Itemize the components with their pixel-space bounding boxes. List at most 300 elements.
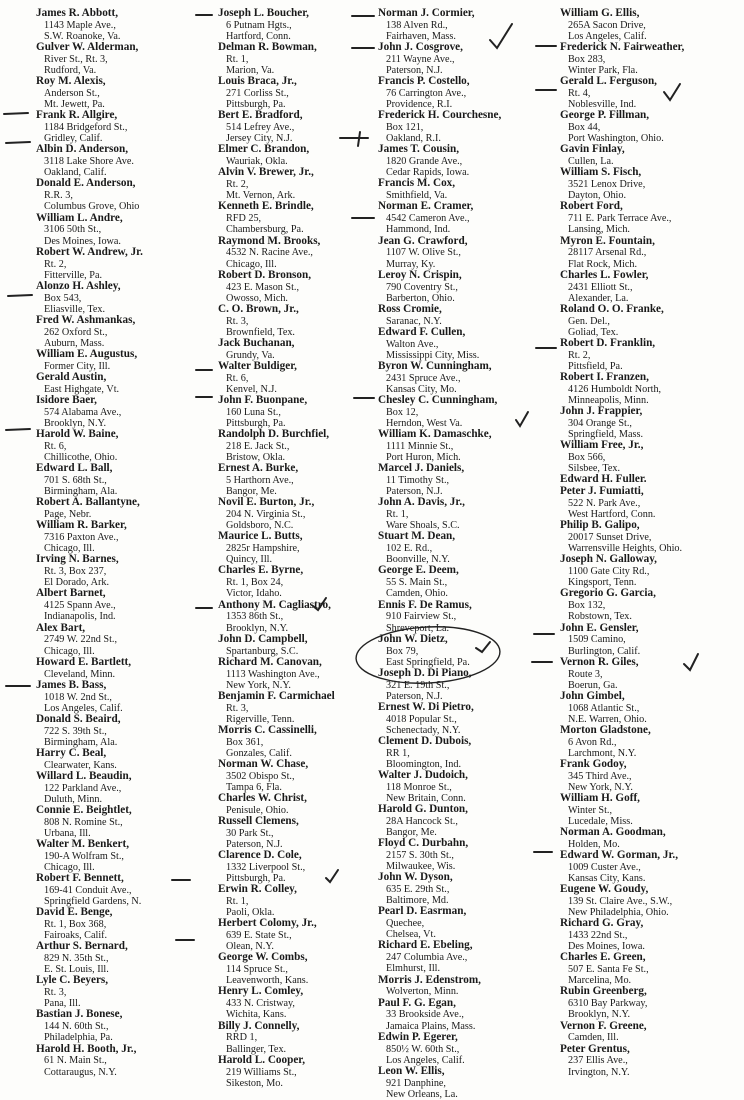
person-name: Clement D. Dubois, bbox=[378, 734, 472, 747]
directory-entry bbox=[218, 236, 396, 270]
address-line: Rt. 6, bbox=[44, 440, 67, 452]
person-name: Irving N. Barnes, bbox=[36, 553, 119, 566]
address-line: Hartford, Conn. bbox=[226, 31, 291, 42]
directory-entry bbox=[218, 270, 396, 304]
person-name: Morris C. Cassinelli, bbox=[218, 723, 317, 736]
person-name: Rubin Greenberg, bbox=[560, 985, 647, 998]
directory-entry bbox=[378, 531, 556, 565]
directory-entry bbox=[218, 497, 396, 531]
directory-entry bbox=[36, 1044, 214, 1078]
directory-entry bbox=[36, 623, 214, 657]
address-line: Chillicothe, Ohio. bbox=[44, 452, 118, 464]
address-line: Rigerville, Tenn. bbox=[226, 713, 295, 725]
directory-entry bbox=[560, 691, 738, 725]
person-name: Harold W. Baine, bbox=[36, 428, 119, 441]
directory-entry bbox=[378, 497, 556, 531]
address-line: Chicago, Ill. bbox=[44, 543, 95, 555]
address-line: 4125 Spann Ave., bbox=[44, 600, 116, 612]
person-name: Bastian J. Bonese, bbox=[36, 1008, 123, 1021]
directory-entry bbox=[560, 338, 738, 372]
address-line: Warrensville Heights, Ohio. bbox=[568, 543, 683, 555]
address-line: Ballinger, Tex. bbox=[226, 1043, 287, 1055]
address-line: Lansing, Mich. bbox=[568, 224, 630, 236]
person-name: William Free, Jr., bbox=[560, 439, 644, 452]
directory-entry bbox=[378, 463, 556, 497]
address-line: E. St. Louis, Ill. bbox=[44, 964, 109, 976]
address-line: Rt. 2, bbox=[568, 349, 591, 361]
person-name: Alonzo H. Ashley, bbox=[36, 279, 121, 292]
directory-entry bbox=[36, 771, 214, 805]
directory-entry bbox=[378, 178, 556, 201]
address-line: Springfield Gardens, N. bbox=[44, 896, 142, 908]
address-line: Walton Ave., bbox=[386, 338, 439, 350]
address-line: New Philadelphia, Ohio. bbox=[568, 907, 669, 919]
person-name: Donald S. Beaird, bbox=[36, 712, 121, 725]
address-line: Noblesville, Ind. bbox=[568, 99, 637, 111]
person-name: Robert Ford, bbox=[560, 200, 623, 213]
directory-entry bbox=[36, 349, 214, 372]
address-line: Schenectady, N.Y. bbox=[386, 724, 461, 736]
person-name: Vernon F. Greene, bbox=[560, 1019, 647, 1032]
person-name: Walter M. Benkert, bbox=[36, 837, 130, 850]
address-line: Minneapolis, Minn. bbox=[568, 394, 649, 406]
person-name: Norman J. Cormier, bbox=[378, 7, 475, 19]
address-line: Box 44, bbox=[568, 122, 601, 134]
address-line: Rt. 1, bbox=[226, 896, 249, 908]
address-line: Port Washington, Ohio. bbox=[568, 133, 664, 145]
address-line: Leavenworth, Kans. bbox=[226, 975, 309, 987]
person-name: Willard L. Beaudin, bbox=[36, 769, 132, 782]
address-line: Fairoaks, Calif. bbox=[44, 930, 108, 942]
address-line: 1009 Custer Ave., bbox=[568, 861, 641, 873]
person-name: Lyle C. Beyers, bbox=[36, 974, 109, 987]
person-name: Joseph L. Boucher, bbox=[218, 7, 309, 19]
person-name: John F. Buonpane, bbox=[218, 393, 308, 406]
address-line: RFD 25, bbox=[226, 213, 262, 225]
address-line: 218 E. Jack St., bbox=[226, 440, 290, 452]
address-line: 2825r Hampshire, bbox=[226, 543, 300, 555]
person-name: Walter Buldiger, bbox=[218, 359, 297, 372]
address-line: 507 E. Santa Fe St., bbox=[568, 964, 649, 976]
address-line: 711 E. Park Terrace Ave., bbox=[568, 213, 672, 225]
address-line: Box 121, bbox=[386, 122, 424, 134]
address-line: 2431 Spruce Ave., bbox=[386, 372, 461, 384]
directory-entry bbox=[378, 144, 556, 178]
person-name: Joseph N. Galloway, bbox=[560, 553, 657, 566]
person-name: Charles L. Fowler, bbox=[560, 268, 649, 281]
person-name: Floyd C. Durbahn, bbox=[378, 837, 469, 850]
directory-entry bbox=[560, 144, 738, 167]
person-name: Henry L. Comley, bbox=[218, 985, 304, 998]
directory-entry bbox=[378, 565, 556, 599]
address-line: 5 Harthorn Ave., bbox=[226, 475, 294, 487]
address-line: 701 S. 68th St., bbox=[44, 475, 107, 487]
address-line: Lucedale, Miss. bbox=[568, 815, 633, 827]
address-line: Baltimore, Md. bbox=[386, 895, 449, 907]
address-line: Auburn, Mass. bbox=[44, 337, 105, 349]
directory-entry bbox=[378, 940, 556, 974]
address-line: Columbus Grove, Ohio bbox=[44, 201, 140, 213]
column-1 bbox=[36, 8, 214, 1078]
address-line: East Springfield, Pa. bbox=[386, 656, 470, 668]
address-line: West Hartford, Conn. bbox=[568, 509, 656, 521]
address-line: Rt. 3, bbox=[44, 987, 67, 999]
pen-dash-mark bbox=[8, 295, 32, 296]
address-line: Wauriak, Okla. bbox=[226, 156, 288, 168]
person-name: George P. Fillman, bbox=[560, 109, 650, 122]
address-line: 1107 W. Olive St., bbox=[386, 247, 461, 259]
directory-entry bbox=[560, 759, 738, 793]
directory-entry bbox=[36, 554, 214, 588]
address-line: Springfield, Mass. bbox=[568, 429, 643, 441]
address-line: 11 Timothy St., bbox=[386, 475, 450, 487]
directory-entry bbox=[36, 463, 214, 497]
person-name: Byron W. Cunningham, bbox=[378, 359, 492, 372]
address-line: Paoli, Okla. bbox=[226, 907, 275, 919]
person-name: Russell Clemens, bbox=[218, 814, 299, 827]
directory-entry bbox=[36, 657, 214, 680]
person-name: Charles E. Green, bbox=[560, 951, 646, 964]
person-name: Elmer C. Brandon, bbox=[218, 143, 310, 156]
person-name: Ennis F. De Ramus, bbox=[378, 598, 472, 611]
address-line: Los Angeles, Calif. bbox=[386, 1054, 465, 1066]
directory-entry bbox=[218, 429, 396, 463]
directory-entry bbox=[378, 395, 556, 429]
person-name: John W. Dyson, bbox=[378, 871, 453, 884]
directory-entry bbox=[36, 941, 214, 975]
person-name: Harry C. Beal, bbox=[36, 746, 107, 759]
address-line: 190-A Wolfram St., bbox=[44, 850, 124, 862]
address-line: 4542 Cameron Ave., bbox=[386, 213, 470, 225]
person-name: Harold L. Cooper, bbox=[218, 1053, 306, 1066]
person-name: Clarence D. Cole, bbox=[218, 849, 302, 862]
person-name: William L. Andre, bbox=[36, 211, 123, 224]
directory-entry bbox=[36, 748, 214, 771]
address-line: Page, Nebr. bbox=[44, 509, 92, 521]
person-name: Stuart M. Dean, bbox=[378, 530, 456, 543]
address-line: 1143 Maple Ave., bbox=[44, 19, 116, 31]
person-name: Joseph D. Di Piano, bbox=[378, 666, 472, 679]
person-name: Leroy N. Crispin, bbox=[378, 268, 462, 281]
address-line: 514 Lefrey Ave., bbox=[226, 122, 295, 134]
address-line: 790 Coventry St., bbox=[386, 281, 458, 293]
directory-entry bbox=[218, 463, 396, 497]
directory-entry bbox=[560, 167, 738, 201]
directory-entry bbox=[218, 144, 396, 167]
address-line: 808 N. Romine St., bbox=[44, 816, 123, 828]
directory-entry bbox=[378, 998, 556, 1032]
address-line: El Dorado, Ark. bbox=[44, 577, 110, 589]
address-line: 122 Parkland Ave., bbox=[44, 782, 122, 794]
directory-entry bbox=[560, 623, 738, 657]
address-line: 219 Williams St., bbox=[226, 1066, 297, 1078]
address-line: Herndon, West Va. bbox=[386, 417, 463, 429]
person-name: Edward H. Fuller. bbox=[560, 473, 647, 486]
column-4 bbox=[560, 8, 738, 1078]
person-name: Richard E. Ebeling, bbox=[378, 939, 473, 952]
address-line: Hammond, Ind. bbox=[386, 224, 451, 236]
person-name: Delman R. Bowman, bbox=[218, 41, 317, 54]
directory-entry bbox=[36, 975, 214, 1009]
address-line: 345 Third Ave., bbox=[568, 770, 632, 782]
person-name: Norman E. Cramer, bbox=[378, 200, 474, 213]
person-name: Albert Barnet, bbox=[36, 587, 106, 600]
address-line: Jamaica Plains, Mass. bbox=[386, 1020, 476, 1032]
directory-entry bbox=[560, 520, 738, 554]
directory-entry bbox=[218, 338, 396, 361]
pen-dash-mark bbox=[6, 142, 30, 143]
person-name: Isidore Baer, bbox=[36, 393, 97, 406]
address-line: Birmingham, Ala. bbox=[44, 486, 118, 498]
address-line: 829 N. 35th St., bbox=[44, 953, 109, 965]
address-line: Quechee, bbox=[386, 918, 425, 930]
address-line: Brooklyn, N.Y. bbox=[44, 417, 107, 429]
directory-entry bbox=[560, 440, 738, 474]
person-name: Peter J. Fumiatti, bbox=[560, 485, 644, 498]
address-line: Jersey City, N.J. bbox=[226, 133, 293, 145]
address-line: Barberton, Ohio. bbox=[386, 292, 455, 304]
address-line: Irvington, N.Y. bbox=[568, 1066, 630, 1078]
directory-entry bbox=[560, 827, 738, 850]
directory-entry bbox=[218, 167, 396, 201]
address-line: 247 Columbia Ave., bbox=[386, 952, 468, 964]
person-name: William R. Barker, bbox=[36, 519, 127, 532]
address-line: Mt. Jewett, Pa. bbox=[44, 99, 105, 111]
address-line: Wichita, Kans. bbox=[226, 1009, 287, 1021]
person-name: Gerald L. Ferguson, bbox=[560, 75, 657, 88]
person-name: Edward W. Gorman, Jr., bbox=[560, 849, 679, 862]
address-line: 321 E. 19th St., bbox=[386, 679, 450, 691]
address-line: 304 Orange St., bbox=[568, 417, 632, 429]
directory-entry bbox=[36, 372, 214, 395]
address-line: Ware Shoals, S.C. bbox=[386, 520, 460, 532]
address-line: Winter Park, Fla. bbox=[568, 65, 638, 77]
address-line: 33 Brookside Ave., bbox=[386, 1009, 464, 1021]
person-name: Eugene W. Goudy, bbox=[560, 883, 649, 896]
address-line: Eliasville, Tex. bbox=[44, 303, 106, 315]
directory-entry bbox=[36, 429, 214, 463]
person-name: William K. Damaschke, bbox=[378, 428, 492, 441]
directory-entry bbox=[218, 793, 396, 816]
address-line: Anderson St., bbox=[44, 88, 100, 100]
address-line: 722 S. 39th St., bbox=[44, 725, 107, 737]
address-line: 1111 Minnie St., bbox=[386, 440, 454, 452]
directory-entry bbox=[218, 725, 396, 759]
person-name: Kenneth E. Brindle, bbox=[218, 200, 314, 213]
address-line: Holden, Mo. bbox=[568, 838, 620, 850]
directory-entry bbox=[218, 1055, 396, 1089]
address-line: Shreveport, La. bbox=[386, 622, 450, 634]
address-line: 6310 Bay Parkway, bbox=[568, 998, 648, 1010]
address-line: Cleveland, Minn. bbox=[44, 668, 116, 680]
address-line: New York, N.Y. bbox=[226, 679, 291, 691]
person-name: John E. Gensler, bbox=[560, 621, 639, 634]
person-name: Jack Buchanan, bbox=[218, 336, 295, 349]
directory-entry bbox=[218, 42, 396, 76]
person-name: William H. Goff, bbox=[560, 791, 640, 804]
person-name: Edward L. Ball, bbox=[36, 462, 113, 475]
person-name: Robert I. Franzen, bbox=[560, 370, 649, 383]
address-line: 138 Alven Rd., bbox=[386, 19, 448, 31]
person-name: Howard E. Bartlett, bbox=[36, 655, 132, 668]
address-line: New Orleans, La. bbox=[386, 1088, 458, 1100]
address-line: Box 283, bbox=[568, 54, 606, 65]
address-line: New York, N.Y. bbox=[568, 781, 633, 793]
address-line: Pana, Ill. bbox=[44, 998, 81, 1010]
address-line: Mississippi City, Miss. bbox=[386, 349, 480, 361]
directory-entry bbox=[560, 236, 738, 270]
person-name: Philip B. Galipo, bbox=[560, 519, 640, 532]
person-name: C. O. Brown, Jr., bbox=[218, 302, 299, 315]
address-line: 265A Sacon Drive, bbox=[568, 19, 646, 31]
address-line: Sikeston, Mo. bbox=[226, 1077, 283, 1089]
address-line: R.R. 3, bbox=[44, 190, 73, 202]
directory-entry bbox=[560, 42, 738, 76]
person-name: Vernon R. Giles, bbox=[560, 655, 639, 668]
address-line: Pittsburgh, Pa. bbox=[226, 99, 286, 111]
address-line: 76 Carrington Ave., bbox=[386, 88, 467, 100]
person-name: William G. Ellis, bbox=[560, 7, 640, 19]
person-name: Frederick H. Courchesne, bbox=[378, 109, 502, 122]
address-line: Paterson, N.J. bbox=[386, 486, 443, 498]
address-line: 423 E. Mason St., bbox=[226, 281, 300, 293]
address-line: 30 Park St., bbox=[226, 827, 274, 839]
person-name: Harold H. Booth, Jr., bbox=[36, 1042, 137, 1055]
person-name: Robert D. Franklin, bbox=[560, 336, 656, 349]
address-line: Rt. 2, bbox=[44, 258, 67, 270]
directory-entry bbox=[218, 110, 396, 144]
address-line: Rt. 3, bbox=[226, 702, 249, 714]
address-line: Gen. Del., bbox=[568, 315, 610, 327]
address-line: Duluth, Minn. bbox=[44, 793, 103, 805]
directory-entry bbox=[36, 680, 214, 714]
address-line: Gonzales, Calif. bbox=[226, 747, 292, 759]
directory-entry bbox=[560, 110, 738, 144]
directory-entry bbox=[36, 110, 214, 144]
address-line: Winter St., bbox=[568, 804, 613, 816]
directory-entry bbox=[36, 281, 214, 315]
pen-dash-mark bbox=[4, 113, 28, 114]
address-line: 3106 50th St., bbox=[44, 224, 102, 236]
directory-entry bbox=[36, 144, 214, 178]
directory-entry bbox=[36, 588, 214, 622]
address-line: Owosso, Mich. bbox=[226, 292, 288, 304]
directory-entry bbox=[218, 304, 396, 338]
directory-entry bbox=[560, 8, 738, 42]
address-line: Cullen, La. bbox=[568, 156, 614, 168]
address-line: RR 1, bbox=[386, 747, 410, 759]
address-line: Kenvel, N.J. bbox=[226, 383, 277, 395]
address-line: Box 543, bbox=[44, 292, 82, 304]
address-line: 118 Monroe St., bbox=[386, 781, 452, 793]
directory-entry bbox=[36, 497, 214, 520]
address-line: Rt. 1, bbox=[386, 509, 409, 521]
address-line: Pittsfield, Pa. bbox=[568, 360, 623, 372]
address-line: Rt. 1, Box 368, bbox=[44, 919, 107, 931]
directory-entry bbox=[378, 736, 556, 770]
directory-entry bbox=[378, 8, 556, 42]
directory-entry bbox=[560, 554, 738, 588]
directory-entry bbox=[36, 315, 214, 349]
person-name: Morris J. Edenstrom, bbox=[378, 973, 481, 986]
person-name: Frank Godoy, bbox=[560, 757, 627, 770]
person-name: Robert W. Andrew, Jr. bbox=[36, 245, 143, 258]
person-name: Alvin V. Brewer, Jr., bbox=[218, 166, 314, 179]
directory-entry bbox=[378, 906, 556, 940]
person-name: Maurice L. Butts, bbox=[218, 530, 303, 543]
address-line: Box 79, bbox=[386, 645, 419, 657]
address-line: 2431 Elliott St., bbox=[568, 281, 633, 293]
address-line: Rt. 1, Box 24, bbox=[226, 577, 284, 589]
person-name: Harold G. Dunton, bbox=[378, 803, 468, 816]
directory-entry bbox=[36, 178, 214, 212]
person-name: James R. Abbott, bbox=[36, 7, 119, 19]
directory-entry bbox=[36, 520, 214, 554]
address-line: 6 Putnam Hgts., bbox=[226, 19, 292, 31]
directory-entry bbox=[36, 76, 214, 110]
directory-entry bbox=[378, 838, 556, 872]
directory-entry bbox=[36, 395, 214, 429]
person-name: Anthony M. Cagliastro, bbox=[218, 598, 331, 611]
person-name: Gerald Austin, bbox=[36, 370, 107, 383]
address-line: Marion, Va. bbox=[226, 65, 275, 77]
address-line: 1509 Camino, bbox=[568, 634, 626, 646]
address-line: 6 Avon Rd., bbox=[568, 736, 617, 748]
person-name: Roland O. O. Franke, bbox=[560, 302, 664, 315]
address-line: 921 Danphine, bbox=[386, 1077, 446, 1089]
person-name: Billy J. Connelly, bbox=[218, 1019, 300, 1032]
directory-entry bbox=[378, 702, 556, 736]
person-name: James T. Cousin, bbox=[378, 143, 460, 156]
person-name: Francis P. Costello, bbox=[378, 75, 470, 88]
directory-entry bbox=[560, 1044, 738, 1078]
address-line: 2749 W. 22nd St., bbox=[44, 634, 118, 646]
address-line: Pittsburgh, Pa. bbox=[226, 417, 286, 429]
address-line: RRD 1, bbox=[226, 1032, 258, 1044]
address-line: 433 N. Cristway, bbox=[226, 998, 295, 1010]
column-2 bbox=[218, 8, 396, 1089]
person-name: Randolph D. Burchfiel, bbox=[218, 428, 330, 441]
directory-entry bbox=[560, 725, 738, 759]
address-line: Clearwater, Kans. bbox=[44, 759, 117, 771]
person-name: Bert E. Bradford, bbox=[218, 109, 303, 122]
address-line: Rt. 3, Box 237, bbox=[44, 566, 107, 578]
directory-entry bbox=[560, 486, 738, 520]
address-line: 850½ W. 60th St., bbox=[386, 1043, 460, 1055]
person-name: Robert A. Ballantyne, bbox=[36, 496, 140, 509]
address-line: N.E. Warren, Ohio. bbox=[568, 713, 647, 725]
directory-entry bbox=[218, 8, 396, 42]
person-name: John A. Davis, Jr., bbox=[378, 496, 465, 509]
person-name: Gregorio G. Garcia, bbox=[560, 587, 656, 600]
address-line: Box 12, bbox=[386, 406, 419, 418]
address-line: 910 Fairview St., bbox=[386, 611, 457, 623]
directory-entry bbox=[218, 201, 396, 235]
address-line: 3118 Lake Shore Ave. bbox=[44, 156, 134, 168]
directory-entry bbox=[560, 884, 738, 918]
address-line: Urbana, Ill. bbox=[44, 827, 91, 839]
address-line: Milwaukee, Wis. bbox=[386, 861, 456, 873]
address-line: 237 Ellis Ave., bbox=[568, 1055, 628, 1067]
address-line: 61 N. Main St., bbox=[44, 1055, 107, 1067]
address-line: Larchmont, N.Y. bbox=[568, 747, 637, 759]
address-line: 522 N. Park Ave., bbox=[568, 498, 641, 510]
person-name: John J. Cosgrove, bbox=[378, 41, 463, 54]
address-line: 1433 22nd St., bbox=[568, 930, 628, 942]
person-name: Arthur S. Bernard, bbox=[36, 940, 128, 953]
directory-entry bbox=[378, 361, 556, 395]
person-name: Ernest A. Burke, bbox=[218, 462, 299, 475]
